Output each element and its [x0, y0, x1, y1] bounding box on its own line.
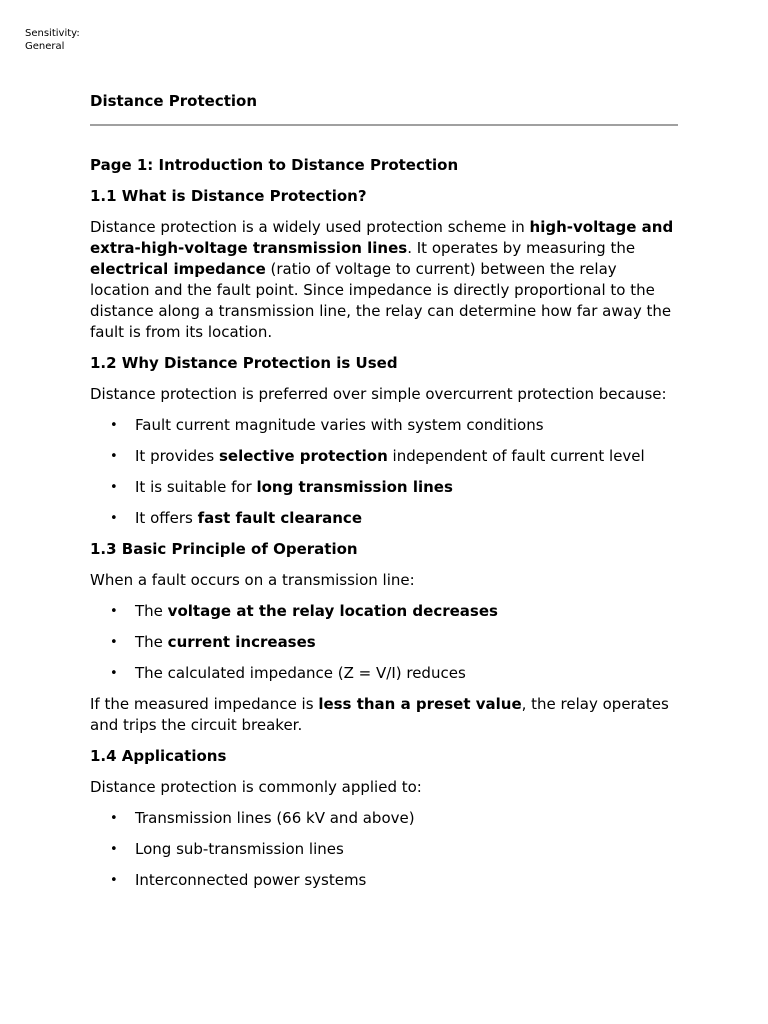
- why-list: [90, 415, 680, 529]
- section-heading-1-4: 1.4 Applications: [90, 747, 227, 765]
- bold-run: voltage at the relay location decreases: [167, 602, 498, 620]
- page-heading: Page 1: Introduction to Distance Protection: [90, 156, 459, 174]
- text-run: It is suitable for: [135, 478, 257, 496]
- document-body: [90, 90, 680, 891]
- section-heading-1-3: 1.3 Basic Principle of Operation: [90, 540, 358, 558]
- text-run: Long sub-transmission lines: [135, 840, 344, 858]
- text-run: , the relay operates and trips the circuit breaker.: [90, 695, 669, 734]
- paragraph-why-intro: Distance protection is preferred over simple overcurrent protection because:: [90, 385, 667, 403]
- list-item: [90, 663, 680, 684]
- list-item: [90, 415, 680, 436]
- list-item: [90, 446, 680, 467]
- bullet-icon: •: [110, 635, 118, 650]
- text-run: Fault current magnitude varies with system conditions: [135, 416, 544, 434]
- list-item: [90, 632, 680, 653]
- paragraph-principle-intro: When a fault occurs on a transmission line:: [90, 571, 415, 589]
- paragraph-principle-result: [90, 694, 680, 736]
- document-title: Distance Protection: [90, 92, 258, 110]
- paragraph-what-is: [90, 217, 680, 343]
- list-item: [90, 601, 680, 622]
- text-run: It offers: [135, 509, 198, 527]
- sensitivity-caption: Sensitivity:: [25, 28, 80, 39]
- bullet-icon: •: [110, 418, 118, 433]
- bullet-icon: •: [110, 511, 118, 526]
- section-heading-1-1: 1.1 What is Distance Protection?: [90, 187, 367, 205]
- list-item: [90, 508, 680, 529]
- text-run: Transmission lines (66 kV and above): [135, 809, 415, 827]
- bullet-icon: •: [110, 604, 118, 619]
- text-run: independent of fault current level: [387, 447, 645, 465]
- bold-run: selective protection: [219, 447, 388, 465]
- bold-run: less than a preset value: [318, 695, 522, 713]
- bold-run: current increases: [167, 633, 316, 651]
- text-run: Distance protection is a widely used protection scheme in: [90, 218, 530, 236]
- text-run: If the measured impedance is: [90, 695, 319, 713]
- bullet-icon: •: [110, 811, 118, 826]
- paragraph-applications-intro: Distance protection is commonly applied to:: [90, 778, 422, 796]
- bold-run: fast fault clearance: [197, 509, 362, 527]
- sensitivity-label: [25, 27, 105, 53]
- sensitivity-value: General: [25, 41, 65, 52]
- list-item: [90, 477, 680, 498]
- text-run: The: [135, 633, 168, 651]
- applications-list: [90, 808, 680, 891]
- list-item: [90, 839, 680, 860]
- text-run: . It operates by measuring the: [407, 239, 636, 257]
- text-run: It provides: [135, 447, 219, 465]
- bold-run: electrical impedance: [90, 260, 266, 278]
- text-run: The calculated impedance (Z = V/I) reduces: [135, 664, 466, 682]
- bullet-icon: •: [110, 480, 118, 495]
- text-run: The: [135, 602, 168, 620]
- bullet-icon: •: [110, 873, 118, 888]
- principle-list: [90, 601, 680, 684]
- bullet-icon: •: [110, 666, 118, 681]
- text-run: Interconnected power systems: [135, 871, 367, 889]
- bold-run: long transmission lines: [256, 478, 453, 496]
- bold-run: high-voltage and extra-high-voltage transmission lines: [90, 218, 674, 257]
- bullet-icon: •: [110, 842, 118, 857]
- list-item: [90, 870, 680, 891]
- title-divider: [90, 124, 678, 126]
- text-run: (ratio of voltage to current) between the relay location and the fault point. Since impedance is directly proportional to the distance along a transmission line, the relay can determine how far away the fault is from its location.: [90, 260, 672, 341]
- bullet-icon: •: [110, 449, 118, 464]
- section-heading-1-2: 1.2 Why Distance Protection is Used: [90, 354, 398, 372]
- list-item: [90, 808, 680, 829]
